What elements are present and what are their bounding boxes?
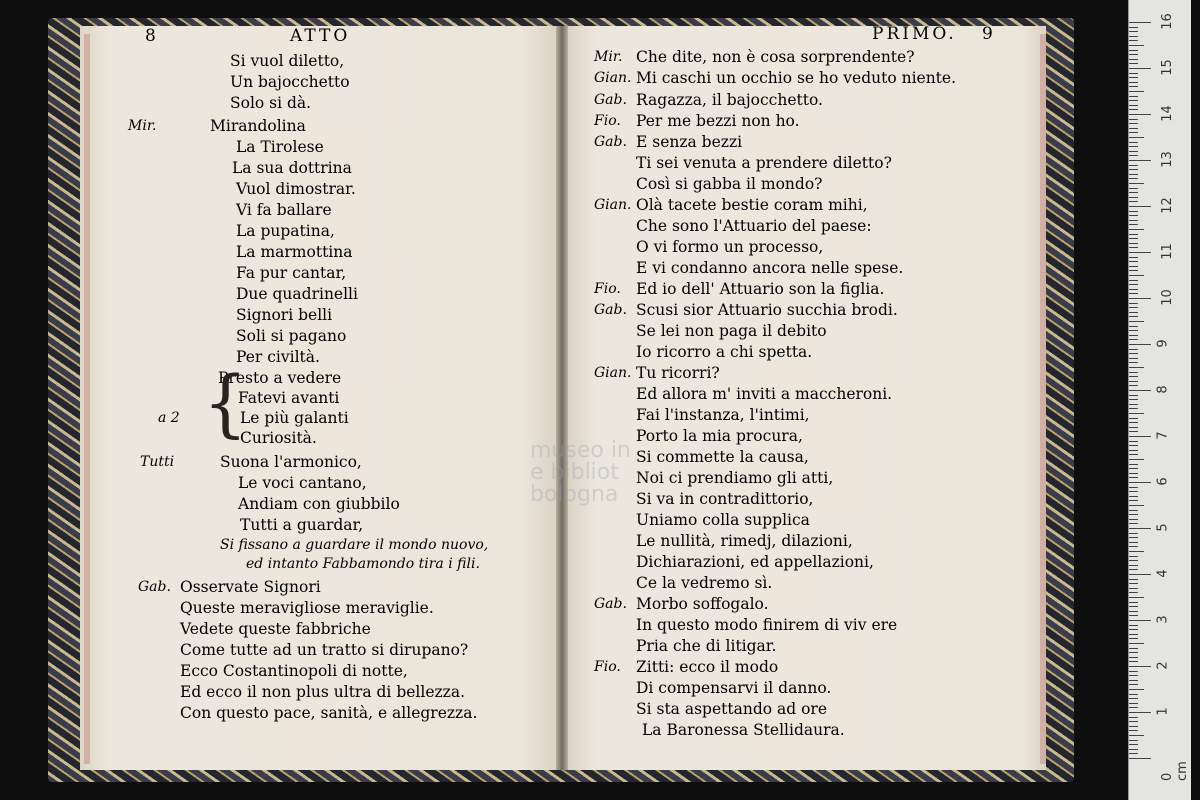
- ruler-number: 2: [1155, 661, 1171, 670]
- ruler-tick: [1129, 418, 1138, 419]
- ruler-tick: [1129, 86, 1138, 87]
- verse-line: Se lei non paga il debito: [636, 322, 827, 340]
- ruler-tick: [1129, 477, 1138, 478]
- speaker-label: Fio.: [594, 113, 621, 129]
- ruler-tick: [1129, 77, 1138, 78]
- ruler-tick: [1129, 533, 1138, 534]
- ruler-tick: [1129, 427, 1138, 428]
- ruler-tick: [1129, 45, 1144, 46]
- ruler-tick: [1129, 556, 1138, 557]
- verse-line: La Baronessa Stellidaura.: [642, 721, 845, 739]
- ruler-tick: [1129, 105, 1138, 106]
- ruler-tick: [1129, 445, 1138, 446]
- verse-line: Solo si dà.: [230, 94, 312, 112]
- watermark-line: e bibliot: [530, 460, 619, 485]
- verse-line: Ti sei venuta a prendere diletto?: [636, 154, 892, 172]
- ruler-tick: [1129, 22, 1151, 23]
- ruler-tick: [1129, 137, 1144, 138]
- verse-line: Per civiltà.: [236, 348, 320, 366]
- ruler-tick: [1129, 220, 1138, 221]
- ruler-tick: [1129, 671, 1138, 672]
- verse-line: Si fissano a guardare il mondo nuovo,: [220, 537, 489, 553]
- ruler-tick: [1129, 496, 1138, 497]
- verse-line: Tutti a guardar,: [240, 516, 364, 534]
- ruler-tick: [1129, 597, 1144, 598]
- ruler-tick: [1129, 128, 1138, 129]
- ruler-tick: [1129, 73, 1138, 74]
- ruler-tick: [1129, 583, 1138, 584]
- ruler-tick: [1129, 620, 1151, 621]
- ruler-tick: [1129, 510, 1138, 511]
- ruler-tick: [1129, 358, 1138, 359]
- ruler-tick: [1129, 546, 1138, 547]
- verse-line: In questo modo finirem di viv ere: [636, 616, 898, 634]
- verse-line: La Tirolese: [236, 138, 324, 156]
- ruler-tick: [1129, 183, 1144, 184]
- ruler-tick: [1129, 689, 1144, 690]
- ruler-tick: [1129, 606, 1138, 607]
- ruler-number: 6: [1155, 477, 1171, 486]
- ruler-tick: [1129, 132, 1138, 133]
- ruler-tick: [1129, 367, 1144, 368]
- ruler-tick: [1129, 468, 1138, 469]
- ruler-tick: [1129, 247, 1138, 248]
- ruler-tick: [1129, 174, 1138, 175]
- measurement-ruler: [1128, 0, 1191, 800]
- verse-line: Fatevi avanti: [238, 389, 340, 407]
- speaker-label: Gab.: [594, 92, 627, 108]
- verse-line: O vi formo un processo,: [636, 238, 824, 256]
- ruler-tick: [1129, 63, 1138, 64]
- ruler-tick: [1129, 588, 1138, 589]
- ruler-tick: [1129, 399, 1138, 400]
- ruler-tick: [1129, 229, 1144, 230]
- ruler-tick: [1129, 303, 1138, 304]
- ruler-tick: [1129, 59, 1138, 60]
- ruler-tick: [1129, 643, 1144, 644]
- speaker-label: Gab.: [594, 596, 627, 612]
- ruler-tick: [1129, 542, 1138, 543]
- ruler-tick: [1129, 91, 1144, 92]
- ruler-tick: [1129, 169, 1138, 170]
- right-page-header: PRIMO.: [872, 24, 957, 44]
- speaker-label: Fio.: [594, 281, 621, 297]
- ruler-tick: [1129, 404, 1138, 405]
- verse-line: Con questo pace, sanità, e allegrezza.: [180, 704, 478, 722]
- ruler-tick: [1129, 119, 1138, 120]
- verse-line: Un bajocchetto: [230, 73, 350, 91]
- verse-line: Si va in contradittorio,: [636, 490, 814, 508]
- verse-line: Presto a vedere: [218, 369, 342, 387]
- ruler-tick: [1129, 638, 1138, 639]
- ruler-tick: [1129, 537, 1138, 538]
- ruler-tick: [1129, 82, 1138, 83]
- ruler-tick: [1129, 652, 1138, 653]
- verse-line: Le più galanti: [240, 409, 349, 427]
- right-page-number: 9: [982, 24, 996, 44]
- ruler-number: 1: [1155, 707, 1171, 716]
- ruler-tick: [1129, 680, 1138, 681]
- right-page-edge: [1040, 34, 1046, 764]
- speaker-label: Gab.: [594, 134, 627, 150]
- ruler-tick: [1129, 675, 1138, 676]
- ruler-tick: [1129, 68, 1151, 69]
- ruler-tick: [1129, 744, 1138, 745]
- verse-line: Fai l'instanza, l'intimi,: [636, 406, 810, 424]
- ruler-tick: [1129, 252, 1151, 253]
- ruler-tick: [1129, 703, 1138, 704]
- ruler-tick: [1129, 413, 1144, 414]
- ruler-tick: [1129, 31, 1138, 32]
- ruler-tick: [1129, 381, 1138, 382]
- ruler-tick: [1129, 473, 1138, 474]
- ruler-tick: [1129, 224, 1138, 225]
- ruler-tick: [1129, 634, 1138, 635]
- ruler-number: 12: [1159, 197, 1175, 214]
- ruler-tick: [1129, 408, 1138, 409]
- ruler-tick: [1129, 579, 1138, 580]
- ruler-tick: [1129, 450, 1138, 451]
- verse-line: Le nullità, rimedj, dilazioni,: [636, 532, 853, 550]
- ruler-tick: [1129, 666, 1151, 667]
- ruler-tick: [1129, 234, 1138, 235]
- ruler-number: 15: [1159, 59, 1175, 76]
- ruler-tick: [1129, 151, 1138, 152]
- ruler-tick: [1129, 694, 1138, 695]
- ruler-tick: [1129, 372, 1138, 373]
- ruler-tick: [1129, 625, 1138, 626]
- verse-line: Soli si pagano: [236, 327, 347, 345]
- ruler-tick: [1129, 114, 1151, 115]
- ruler-tick: [1129, 100, 1138, 101]
- ruler-tick: [1129, 482, 1151, 483]
- ruler-tick: [1129, 698, 1138, 699]
- speaker-label: Gian.: [594, 70, 632, 86]
- ruler-tick: [1129, 266, 1138, 267]
- left-page-header: ATTO: [290, 26, 351, 46]
- ruler-tick: [1129, 257, 1138, 258]
- verse-line: Morbo soffogalo.: [636, 595, 769, 613]
- verse-line: Vedete queste fabbriche: [180, 620, 371, 638]
- ruler-tick: [1129, 431, 1138, 432]
- ruler-tick: [1129, 155, 1138, 156]
- ruler-tick: [1129, 96, 1138, 97]
- verse-line: Per me bezzi non ho.: [636, 112, 800, 130]
- speaker-label: Gab.: [594, 302, 627, 318]
- verse-line: Dichiarazioni, ed appellazioni,: [636, 553, 874, 571]
- ruler-tick: [1129, 270, 1138, 271]
- ruler-tick: [1129, 514, 1138, 515]
- ruler-tick: [1129, 353, 1138, 354]
- ruler-tick: [1129, 385, 1138, 386]
- verse-line: Zitti: ecco il modo: [636, 658, 779, 676]
- verse-line: Ed ecco il non plus ultra di bellezza.: [180, 683, 466, 701]
- ruler-tick: [1129, 316, 1138, 317]
- verse-line: E senza bezzi: [636, 133, 743, 151]
- ruler-tick: [1129, 280, 1138, 281]
- ruler-tick: [1129, 178, 1138, 179]
- ruler-number: 13: [1159, 151, 1175, 168]
- ruler-tick: [1129, 648, 1138, 649]
- ruler-tick: [1129, 339, 1138, 340]
- speaker-label: Mir.: [594, 49, 623, 65]
- ruler-tick: [1129, 165, 1138, 166]
- verse-line: Ecco Costantinopoli di notte,: [180, 662, 408, 680]
- ruler-tick: [1129, 201, 1138, 202]
- ruler-tick: [1129, 390, 1151, 391]
- ruler-tick: [1129, 611, 1138, 612]
- verse-line: Porto la mia procura,: [636, 427, 803, 445]
- ruler-tick: [1129, 735, 1144, 736]
- ruler-tick: [1129, 298, 1151, 299]
- ruler-tick: [1129, 753, 1138, 754]
- ruler-tick: [1129, 528, 1151, 529]
- speaker-label: Gian.: [594, 365, 632, 381]
- verse-line: Come tutte ad un tratto si dirupano?: [180, 641, 469, 659]
- ruler-tick: [1129, 54, 1138, 55]
- watermark-line: bologna: [530, 482, 619, 507]
- ruler-tick: [1129, 109, 1138, 110]
- ruler-tick: [1129, 192, 1138, 193]
- ruler-tick: [1129, 560, 1138, 561]
- verse-line: Così si gabba il mondo?: [636, 175, 823, 193]
- watermark-line: museo in: [530, 438, 631, 463]
- ruler-tick: [1129, 487, 1138, 488]
- ruler-tick: [1129, 491, 1138, 492]
- ruler-number: 16: [1159, 13, 1175, 30]
- ruler-tick: [1129, 730, 1138, 731]
- ruler-tick: [1129, 454, 1138, 455]
- ruler-tick: [1129, 661, 1138, 662]
- ruler-tick: [1129, 312, 1138, 313]
- ruler-tick: [1129, 740, 1138, 741]
- verse-line: Si vuol diletto,: [230, 52, 345, 70]
- verse-line: Ragazza, il bajocchetto.: [636, 91, 823, 109]
- speaker-label: Gab.: [138, 579, 171, 595]
- left-page-number: 8: [145, 26, 159, 46]
- ruler-tick: [1129, 335, 1138, 336]
- ruler-tick: [1129, 712, 1151, 713]
- ruler-tick: [1129, 574, 1151, 575]
- ruler-tick: [1129, 344, 1151, 345]
- ruler-tick: [1129, 146, 1138, 147]
- ruler-tick: [1129, 362, 1138, 363]
- verse-line: Vuol dimostrar.: [236, 180, 356, 198]
- verse-line: E vi condanno ancora nelle spese.: [636, 259, 904, 277]
- ruler-tick: [1129, 565, 1138, 566]
- ruler-tick: [1129, 206, 1151, 207]
- ruler-tick: [1129, 758, 1151, 759]
- verse-line: Si commette la causa,: [636, 448, 809, 466]
- book-gutter: [556, 26, 568, 770]
- verse-line: Uniamo colla supplica: [636, 511, 810, 529]
- watermark: [530, 440, 631, 506]
- ruler-number: 4: [1155, 569, 1171, 578]
- ruler-tick: [1129, 321, 1144, 322]
- verse-line: Queste meravigliose meraviglie.: [180, 599, 434, 617]
- verse-line: Ed allora m' inviti a maccheroni.: [636, 385, 893, 403]
- ruler-tick: [1129, 717, 1138, 718]
- speaker-label: Gian.: [594, 197, 632, 213]
- verse-line: ed intanto Fabbamondo tira i fili.: [246, 556, 480, 572]
- verse-line: Scusi sior Attuario succhia brodi.: [636, 301, 898, 319]
- ruler-tick: [1129, 629, 1138, 630]
- ruler-tick: [1129, 211, 1138, 212]
- verse-line: Io ricorro a chi spetta.: [636, 343, 813, 361]
- verse-line: Pria che di litigar.: [636, 637, 777, 655]
- verse-line: Osservate Signori: [180, 578, 321, 596]
- ruler-number: 10: [1159, 289, 1175, 306]
- ruler-number: 3: [1155, 615, 1171, 624]
- verse-line: La pupatina,: [236, 222, 335, 240]
- ruler-tick: [1129, 726, 1138, 727]
- verse-line: Olà tacete bestie coram mihi,: [636, 196, 868, 214]
- ruler-tick: [1129, 188, 1138, 189]
- verse-line: Mirandolina: [210, 117, 306, 135]
- ruler-tick: [1129, 707, 1138, 708]
- ruler-tick: [1129, 500, 1138, 501]
- ruler-tick: [1129, 50, 1138, 51]
- ruler-tick: [1129, 215, 1138, 216]
- verse-line: Le voci cantano,: [238, 474, 367, 492]
- verse-line: Si sta aspettando ad ore: [636, 700, 828, 718]
- ruler-tick: [1129, 551, 1144, 552]
- ruler-tick: [1129, 464, 1138, 465]
- ruler-tick: [1129, 284, 1138, 285]
- ruler-tick: [1129, 523, 1138, 524]
- verse-line: Due quadrinelli: [236, 285, 358, 303]
- verse-line: Noi ci prendiamo gli atti,: [636, 469, 834, 487]
- ruler-tick: [1129, 330, 1138, 331]
- ruler-number: 14: [1159, 105, 1175, 122]
- ruler-tick: [1129, 40, 1138, 41]
- ruler-tick: [1129, 441, 1138, 442]
- ruler-tick: [1129, 275, 1144, 276]
- left-page-edge: [84, 34, 90, 764]
- ruler-tick: [1129, 422, 1138, 423]
- ruler-tick: [1129, 197, 1138, 198]
- speaker-label: a 2: [158, 410, 180, 426]
- ruler-tick: [1129, 307, 1138, 308]
- ruler-tick: [1129, 657, 1138, 658]
- verse-line: Fa pur cantar,: [236, 264, 347, 282]
- verse-line: Ed io dell' Attuario son la figlia.: [636, 280, 885, 298]
- ruler-tick: [1129, 615, 1138, 616]
- ruler-tick: [1129, 436, 1151, 437]
- verse-line: Mi caschi un occhio se ho veduto niente.: [636, 69, 957, 87]
- ruler-tick: [1129, 289, 1138, 290]
- ruler-number: 11: [1159, 243, 1175, 260]
- verse-line: Di compensarvi il danno.: [636, 679, 832, 697]
- ruler-tick: [1129, 395, 1138, 396]
- ruler-tick: [1129, 123, 1138, 124]
- ruler-tick: [1129, 721, 1138, 722]
- verse-line: Che sono l'Attuario del paese:: [636, 217, 872, 235]
- ruler-tick: [1129, 326, 1138, 327]
- speaker-label: Fio.: [594, 659, 621, 675]
- ruler-tick: [1129, 27, 1138, 28]
- verse-line: La marmottina: [236, 243, 353, 261]
- verse-line: Andiam con giubbilo: [238, 495, 400, 513]
- ruler-tick: [1129, 36, 1138, 37]
- ruler-tick: [1129, 238, 1138, 239]
- ruler-tick: [1129, 459, 1144, 460]
- ruler-number: 9: [1155, 339, 1171, 348]
- verse-line: La sua dottrina: [232, 159, 352, 177]
- ruler-tick: [1129, 142, 1138, 143]
- ruler-number: 0 cm: [1160, 761, 1190, 781]
- ruler-tick: [1129, 602, 1138, 603]
- ruler-tick: [1129, 160, 1151, 161]
- verse-line: Tu ricorri?: [636, 364, 720, 382]
- verse-line: Ce la vedremo sì.: [636, 574, 773, 592]
- ruler-tick: [1129, 243, 1138, 244]
- verse-line: Vi fa ballare: [236, 201, 332, 219]
- ruler-tick: [1129, 749, 1138, 750]
- ruler-tick: [1129, 349, 1138, 350]
- ruler-tick: [1129, 261, 1138, 262]
- ruler-tick: [1129, 376, 1138, 377]
- verse-line: Signori belli: [236, 306, 333, 324]
- ruler-tick: [1129, 684, 1138, 685]
- verse-line: Suona l'armonico,: [220, 453, 362, 471]
- ruler-number: 5: [1155, 523, 1171, 532]
- verse-line: Che dite, non è cosa sorprendente?: [636, 48, 915, 66]
- ruler-tick: [1129, 519, 1138, 520]
- speaker-label: Mir.: [128, 118, 157, 134]
- ruler-number: 8: [1155, 385, 1171, 394]
- verse-line: Curiosità.: [240, 429, 317, 447]
- curly-brace: {: [203, 359, 248, 447]
- ruler-tick: [1129, 505, 1144, 506]
- ruler-tick: [1129, 293, 1138, 294]
- speaker-label: Tutti: [140, 454, 175, 470]
- ruler-tick: [1129, 592, 1138, 593]
- ruler-tick: [1129, 569, 1138, 570]
- ruler-number: 7: [1155, 431, 1171, 440]
